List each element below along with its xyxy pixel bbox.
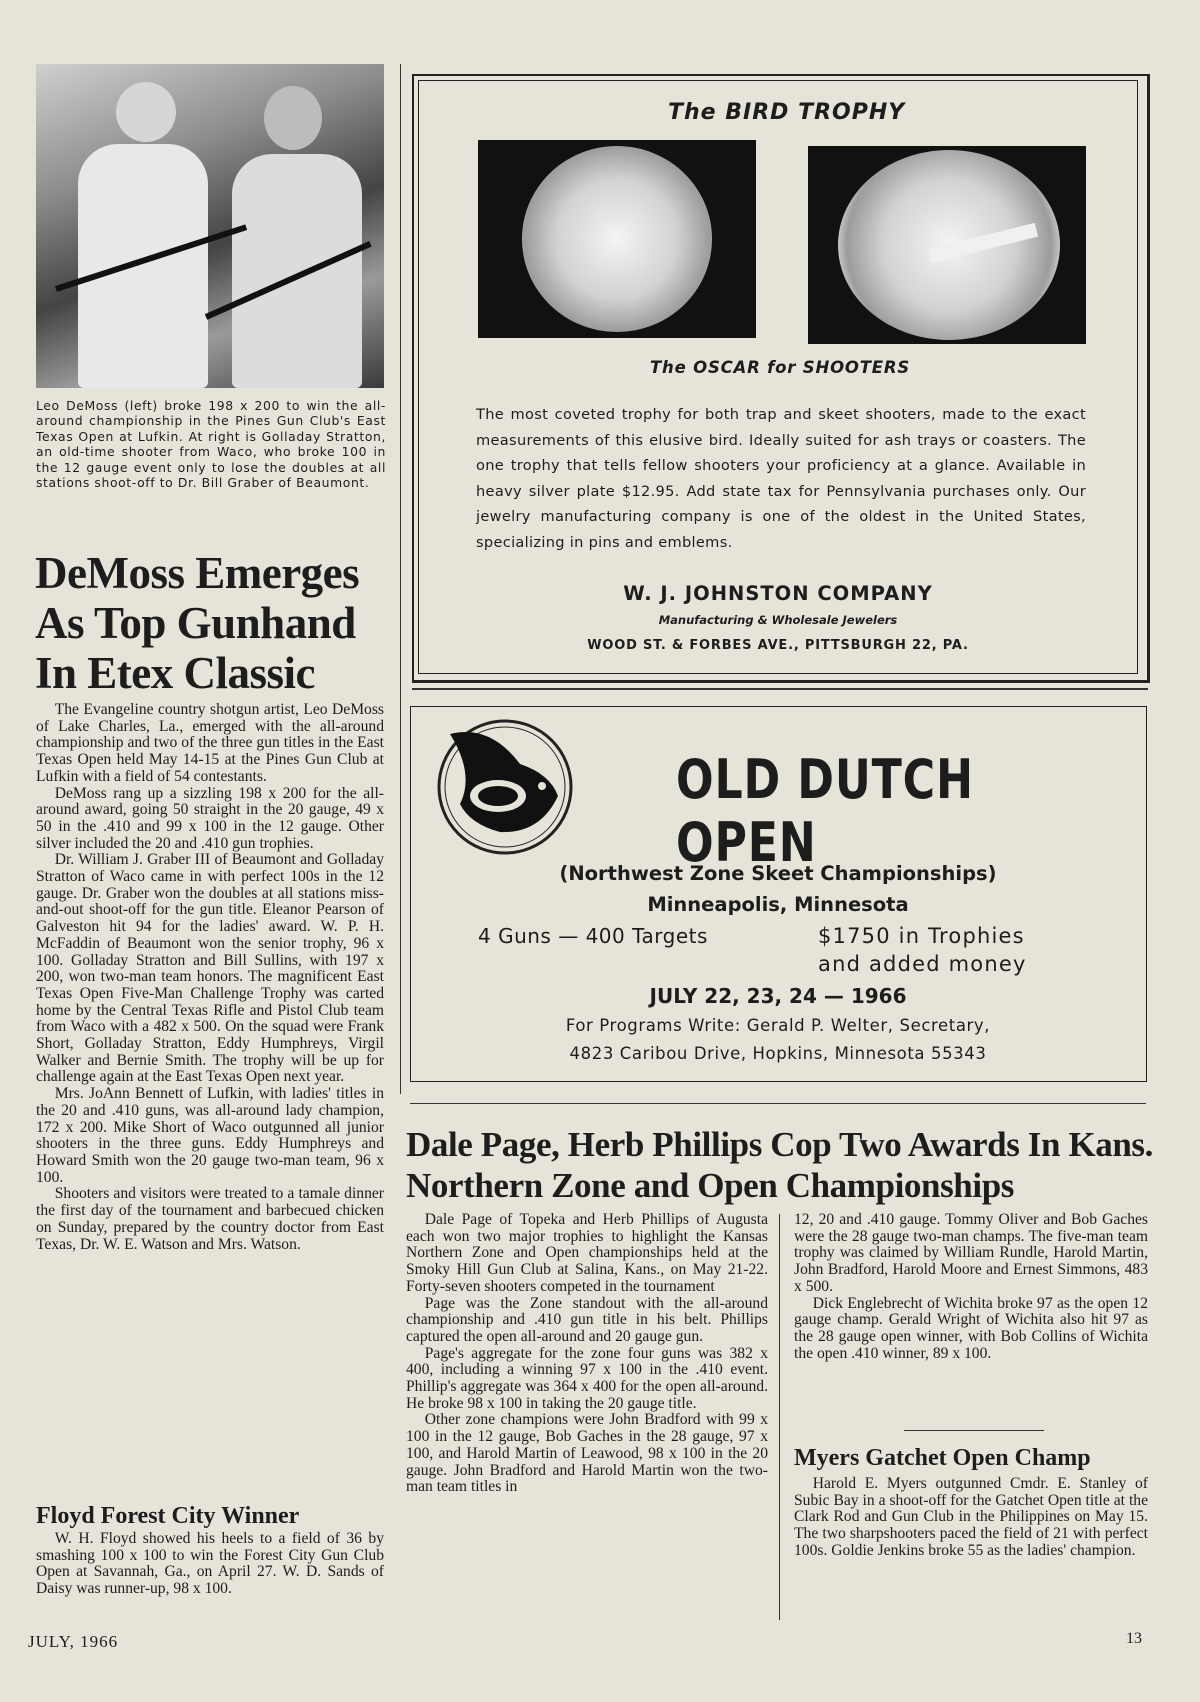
johnston-tagline: Manufacturing & Wholesale Jewelers [658, 613, 898, 627]
main-headline: DeMoss Emerges As Top Gunhand In Etex Classic [35, 548, 360, 698]
quail-emblem-icon [430, 714, 580, 860]
paragraph: Dick Englebrecht of Wichita broke 97 as the open 12 gauge champ. Gerald Wright of Wichita also hit 97 as the 28 gauge open winner, with Bob Collins of Wichita the open .410 winner, 89 x 100. [794, 1294, 1148, 1362]
paragraph: Shooters and visitors were treated to a tamale dinner the first day of the tournament and barbecued chicken on Sunday, prepared by the country doctor from East Texas, Dr. W. E. Watson and Mrs. Watson. [36, 1185, 384, 1253]
dutch-contact-line1: For Programs Write: Gerald P. Welter, Secretary, [565, 1016, 991, 1035]
shooters-photo [36, 64, 384, 388]
paragraph: DeMoss rang up a sizzling 198 x 200 for the all-around award, going 50 straight in the 20 gauge, 49 x 50 in the .410 and 99 x 100 in the 12 gauge. Other silver included the 20 and .410 gun trophies. [36, 784, 384, 852]
paragraph: Dale Page of Topeka and Herb Phillips of Augusta each won two major trophies to highlight the Kansas Northern Zone and Open championships held at the Smoky Hill Gun Club at Salina, Kans., on May 21-22. Forty-seven shooters competed in the tournament [406, 1211, 768, 1295]
dutch-guns-targets: 4 Guns — 400 Targets [478, 924, 708, 948]
column-rule [400, 64, 401, 1094]
johnston-company: W. J. JOHNSTON COMPANY [623, 582, 933, 605]
dutch-location: Minneapolis, Minnesota [647, 893, 909, 916]
floyd-article [36, 1531, 384, 1598]
paragraph: Other zone champions were John Bradford with 99 x 100 in the 12 gauge, Bob Gaches in the 28 gauge, 97 x 100, and Harold Martin of Leawood, 98 x 100 in the 20 gauge. John Bradford and Harold Martin won the two-man team titles in [406, 1411, 768, 1496]
separator-rule [412, 688, 1148, 690]
ashtray-photo-right [808, 146, 1086, 344]
myers-article [794, 1476, 1148, 1560]
paragraph: Page's aggregate for the zone four guns was 382 x 400, including a winning 97 x 100 in the .410 event. Phillip's aggregate was 364 x 400 for the open all-around. He broke 98 x 100 in taking the 20 gauge title. [406, 1344, 768, 1412]
dutch-contact-line2: 4823 Caribou Drive, Hopkins, Minnesota 55343 [569, 1044, 987, 1063]
issue-date: JULY, 1966 [28, 1632, 119, 1651]
paragraph: The Evangeline country shotgun artist, Leo DeMoss of Lake Charles, La., emerged with the all-around championship and two of the three gun titles in the East Texas Open held May 14-15 at the Pines Gun Club at Lufkin with a field of 54 contestants. [36, 701, 384, 785]
paragraph: W. H. Floyd showed his heels to a field of 36 by smashing 100 x 100 to win the Forest City Gun Club Open at Savannah, Ga., on April 27. W. D. Sands of Daisy was runner-up, 98 x 100. [36, 1530, 384, 1598]
bird-trophy-body: The most coveted trophy for both trap and skeet shooters, made to the exact measurements of this elusive bird. Ideally suited for ash trays or coasters. The one trophy that tells fellow shooters your proficiency at a glance. Available in heavy silver plate $12.95. Add state tax for Pennsylvania purchases only. Our jewelry manufacturing company is one of the oldest in the United States, specializing in pins and emblems. [476, 406, 1086, 551]
bird-trophy-subtitle: The OSCAR for SHOOTERS [650, 358, 911, 377]
ashtray-photo-left [478, 140, 756, 338]
floyd-headline: Floyd Forest City Winner [36, 1503, 300, 1529]
photo-caption: Leo DeMoss (left) broke 198 x 200 to win the all-around championship in the Pines Gun Club's East Texas Open at Lufkin. At right is Golladay Stratton, an old-time shooter from Waco, who broke 100 in the 12 gauge event only to lose the doubles at all stations shoot-off to Dr. Bill Graber of Beaumont. [36, 398, 386, 491]
main-article [36, 702, 384, 1253]
paragraph: Harold E. Myers outgunned Cmdr. E. Stanley of Subic Bay in a shoot-off for the Gatchet Open title at the Clark Rod and Gun Club in the Philippines on May 15. The two sharpshooters paced the field of 21 with perfect 100s. Goldie Jenkins broke 55 as the ladies' champion. [794, 1475, 1148, 1559]
separator-rule [410, 1103, 1146, 1104]
kansas-column-1 [406, 1212, 768, 1496]
paragraph: Mrs. JoAnn Bennett of Lufkin, with ladies' titles in the 20 and .410 guns, was all-around lady champion, 172 x 200. Mike Short of Waco outgunned all junior shooters in the three guns. Eddy Humphreys and Howard Smith won the 20 gauge two-man team, 96 x 100. [36, 1085, 384, 1186]
paragraph: 12, 20 and .410 gauge. Tommy Oliver and Bob Gaches were the 28 gauge two-man champs. The five-man team trophy was claimed by William Rundle, Harold Martin, John Bradford, Harold Moore and Ernest Simmons, 483 x 500. [794, 1211, 1148, 1295]
old-dutch-open-title: OLD DUTCH OPEN [676, 748, 974, 874]
bird-trophy-title: The BIRD TROPHY [668, 100, 906, 125]
dutch-prizes-line2: and added money [818, 952, 1027, 976]
column-rule [779, 1214, 780, 1620]
myers-headline: Myers Gatchet Open Champ [794, 1445, 1091, 1471]
page-number: 13 [1126, 1630, 1142, 1647]
short-rule [904, 1430, 1044, 1431]
kansas-column-2 [794, 1212, 1148, 1362]
johnston-address: WOOD ST. & FORBES AVE., PITTSBURGH 22, PA. [587, 638, 969, 653]
dutch-prizes-line1: $1750 in Trophies [818, 924, 1025, 948]
paragraph: Dr. William J. Graber III of Beaumont and Golladay Stratton of Waco came in with perfect 100s in the 12 gauge. Dr. Graber won the doubles at all stations miss-and-out shoot-off for the gun title. Eleanor Pearson of Galveston hit 94 for the ladies' award. W. P. H. McFaddin of Beaumont won the senior trophy, 96 x 100. Golladay Stratton and Bill Sullins, with 197 x 200, won two-man team honors. The magnificent East Texas Open Five-Man Challenge Trophy was carted home by the Central Texas Rifle and Pistol Club team from Waco with a 482 x 500. On the squad were Frank Short, Golladay Stratton, Eddy Humphreys, Virgil Walker and Bernie Smith. The trophy will be up for challenge again at the East Texas Open next year. [36, 851, 384, 1086]
dutch-dates: JULY 22, 23, 24 — 1966 [649, 984, 907, 1008]
kansas-headline: Dale Page, Herb Phillips Cop Two Awards In Kans. Northern Zone and Open Championships [406, 1125, 1154, 1205]
paragraph: Page was the Zone standout with the all-around championship and .410 gun title in his belt. Phillips captured the open all-around and 20 gauge gun. [406, 1294, 768, 1345]
dutch-subtitle: (Northwest Zone Skeet Championships) [559, 862, 997, 885]
